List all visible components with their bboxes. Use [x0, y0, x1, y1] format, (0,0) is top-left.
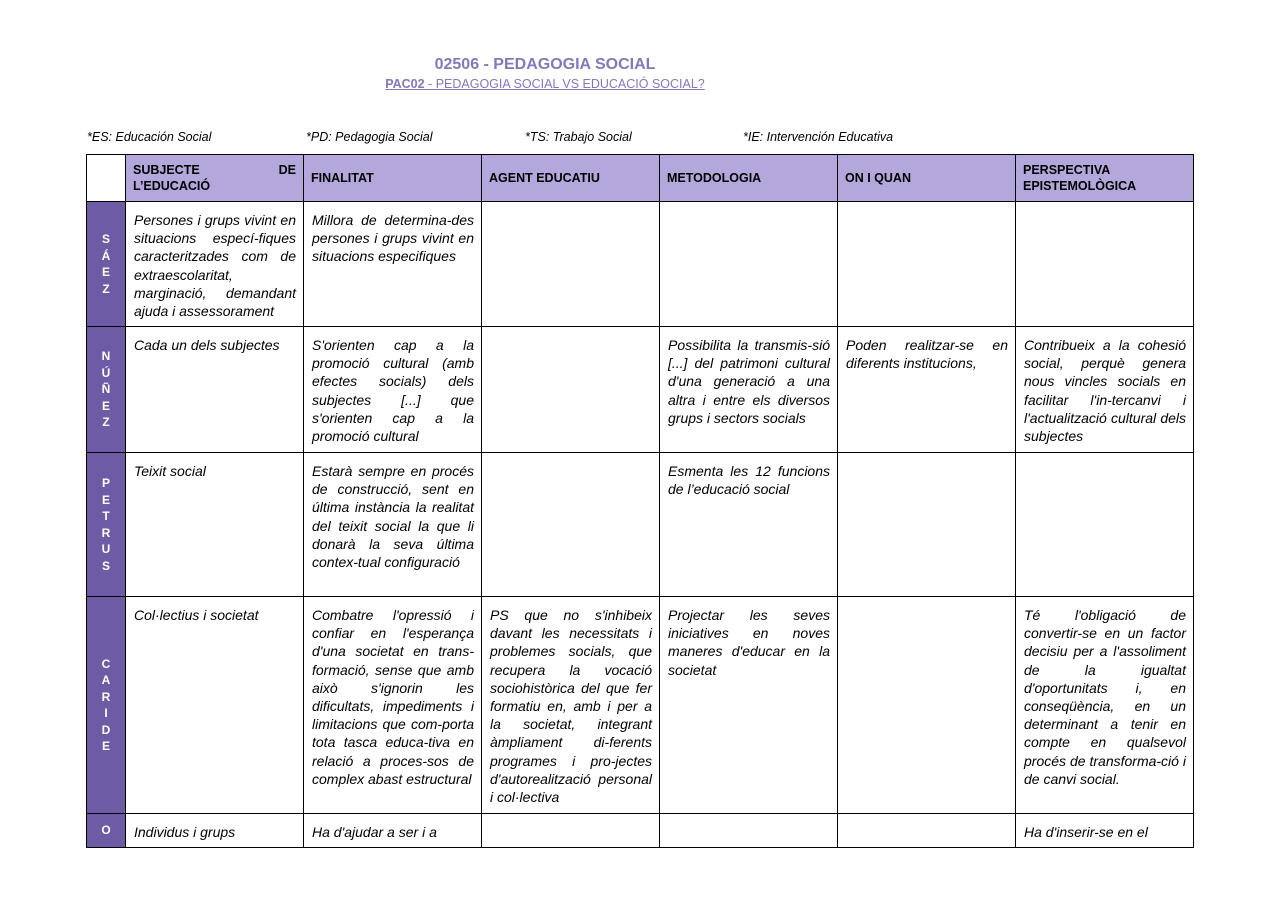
cell-saez-subjecte: Persones i grups vivint en situacions especí-fiques caracteritzades com de extraescolaritat, marginació, demandant ajuda i assessorament — [126, 202, 304, 327]
document-title: 02506 - PEDAGOGIA SOCIAL — [434, 56, 656, 73]
legend-ts: *TS: Trabajo Social — [525, 130, 632, 144]
subtitle-code: PAC02 — [385, 77, 425, 91]
col-header-subjecte: SUBJECTE DE L’EDUCACIÓ — [126, 155, 304, 202]
table-row-o — [87, 814, 1194, 848]
row-label-letter: Z — [102, 415, 110, 430]
row-label-letter: S — [101, 232, 110, 246]
row-label-letter: Ú — [101, 365, 111, 380]
table-row-petrus — [87, 453, 1194, 597]
cell-caride-subjecte: Col·lectius i societat — [126, 597, 304, 814]
col-header-perspectiva: PERSPECTIVA EPISTEMOLÒGICA — [1016, 155, 1194, 202]
cell-caride-agent: PS que no s'inhibeix davant les necessitats i problemes socials, que recupera la vocació sociohistòrica del que fer formatiu en, amb i per a la societat, integrant àmpliament di-ferents programes i pro-jectes d'autorealització personal i col·lectiva — [482, 597, 660, 814]
row-label-letter: R — [101, 689, 111, 704]
row-label-o — [87, 814, 126, 848]
cell-nunez-metodologia: Possibilita la transmis-sió [...] del patrimoni cultural d'una generació a una altra i entre els diversos grups i sectors socials — [660, 327, 838, 453]
cell-nunez-subjecte: Cada un dels subjectes — [126, 327, 304, 453]
row-label-letter: O — [101, 823, 111, 838]
cell-caride-perspectiva: Té l'obligació de convertir-se en un factor decisiu per a l'assoliment de la igualtat d'oportunitats i, en conseqüència, en un determinant a tenir en compte en qualsevol procés de transforma-ció i de canvi social. — [1016, 597, 1194, 814]
row-label-letter: S — [101, 558, 110, 573]
row-label-caride — [87, 597, 126, 814]
cell-saez-perspectiva — [1016, 202, 1194, 327]
cell-petrus-agent — [482, 453, 660, 597]
cell-nunez-agent — [482, 327, 660, 453]
row-label-letter: D — [101, 722, 111, 737]
subtitle-text: - PEDAGOGIA SOCIAL VS EDUCACIÓ SOCIAL? — [424, 77, 705, 91]
col-header-finalitat: FINALITAT — [304, 155, 482, 202]
row-label-saez — [87, 202, 126, 327]
col-header-agent: AGENT EDUCATIU — [482, 155, 660, 202]
row-label-letter: A — [101, 673, 111, 687]
row-label-letter: U — [101, 542, 111, 556]
row-label-letter: E — [101, 492, 110, 507]
comparison-table — [86, 154, 1194, 848]
table-row-nunez — [87, 327, 1194, 453]
cell-caride-finalitat: Combatre l'opressió i confiar en l'esperança d'una societat en trans-formació, sense que amb això s'ignorin les dificultats, impediments i limitacions que com-porta tota tasca educa-tiva en relació a proces-sos de complex abast estructural — [304, 597, 482, 814]
table-row-caride — [87, 597, 1194, 814]
cell-petrus-metodologia: Esmenta les 12 funcions de l’educació social — [660, 453, 838, 597]
cell-o-agent — [482, 814, 660, 848]
row-label-letter: Z — [102, 281, 110, 296]
row-label-letter: R — [101, 525, 111, 540]
cell-petrus-on-i-quan — [838, 453, 1016, 597]
header-row — [87, 155, 1194, 202]
cell-o-finalitat: Ha d'ajudar a ser i a — [304, 814, 482, 848]
col-header-metodologia: METODOLOGIA — [660, 155, 838, 202]
row-label-letter: T — [102, 509, 110, 523]
row-label-letter: P — [101, 476, 110, 490]
legend-pd: *PD: Pedagogia Social — [306, 130, 433, 144]
abbreviation-legend — [0, 130, 1280, 146]
cell-saez-metodologia — [660, 202, 838, 327]
cell-o-subjecte: Individus i grups — [126, 814, 304, 848]
row-label-letter: I — [104, 706, 108, 720]
cell-nunez-finalitat: S'orienten cap a la promoció cultural (amb efectes socials) dels subjectes [...] que s'orienten cap a la promoció cultural — [304, 327, 482, 453]
row-label-petrus — [87, 453, 126, 597]
cell-petrus-perspectiva — [1016, 453, 1194, 597]
row-label-nunez — [87, 327, 126, 453]
cell-nunez-on-i-quan: Poden realitzar-se en diferents institucions, — [838, 327, 1016, 453]
row-label-letter: E — [101, 739, 110, 753]
row-label-letter: E — [101, 398, 110, 413]
cell-o-on-i-quan — [838, 814, 1016, 848]
row-label-letter: Á — [101, 248, 111, 263]
row-label-letter: N — [101, 349, 111, 364]
cell-saez-on-i-quan — [838, 202, 1016, 327]
cell-petrus-subjecte: Teixit social — [126, 453, 304, 597]
cell-caride-metodologia: Projectar les seves iniciatives en noves maneres d'educar en la societat — [660, 597, 838, 814]
cell-o-perspectiva: Ha d'inserir-se en el — [1016, 814, 1194, 848]
document-subtitle — [0, 77, 1090, 91]
row-label-letter: Ñ — [101, 382, 111, 397]
legend-es: *ES: Educación Social — [87, 130, 212, 144]
cell-caride-on-i-quan — [838, 597, 1016, 814]
col-header-on-i-quan: ON I QUAN — [838, 155, 1016, 202]
cell-petrus-finalitat: Estarà sempre en procés de construcció, sent en última instància la realitat del teixit social la que li donarà la seva última contex-tual configuració — [304, 453, 482, 597]
table-row-saez — [87, 202, 1194, 327]
cell-saez-finalitat: Millora de determina-des persones i grups vivint en situacions especifiques — [304, 202, 482, 327]
row-label-letter: C — [101, 656, 111, 671]
cell-o-metodologia — [660, 814, 838, 848]
corner-cell — [87, 155, 126, 202]
legend-ie: *IE: Intervención Educativa — [743, 130, 894, 144]
cell-nunez-perspectiva: Contribueix a la cohesió social, perquè genera nous vincles socials en facilitar l'in-tercanvi i l'actualització cultural dels subjectes — [1016, 327, 1194, 453]
row-label-letter: E — [101, 265, 110, 279]
cell-saez-agent — [482, 202, 660, 327]
